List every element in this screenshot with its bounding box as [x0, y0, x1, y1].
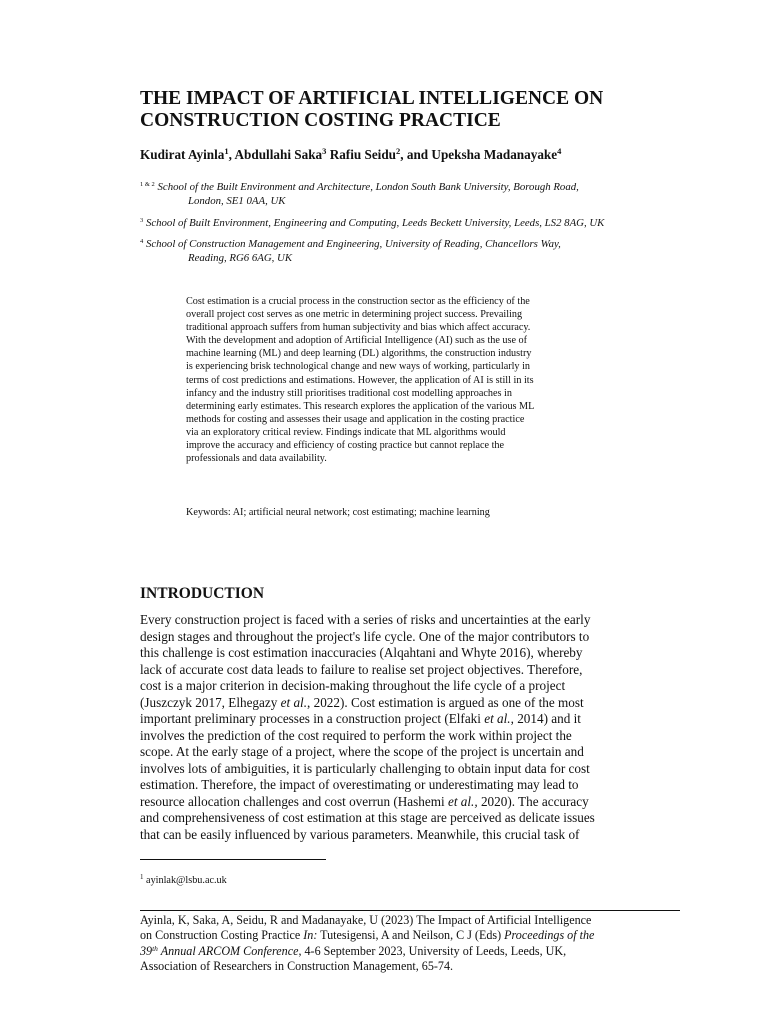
affiliation-1-text: School of the Built Environment and Architecture, London South Bank University, Borough Road, [154, 181, 579, 193]
citation-proceedings: Proceedings of the [504, 928, 595, 943]
title-line-2: CONSTRUCTION COSTING PRACTICE [140, 110, 501, 131]
citation-text-run: , 4-6 September 2023, University of Leeds, Leeds, UK, [298, 943, 567, 958]
footnote [140, 874, 227, 887]
title-line-1: THE IMPACT OF ARTIFICIAL INTELLIGENCE ON [140, 88, 604, 109]
citation-line [140, 944, 685, 959]
abstract-line: traditional approach suffers from human subjectivity and bias which affect accuracy. [186, 322, 531, 334]
body-line [140, 711, 680, 728]
body-text-run: 2020). The accuracy [477, 793, 589, 809]
citation-text-run: on Construction Costing Practice [140, 928, 304, 943]
citation-line: Ayinla, K, Saka, A, Seidu, R and Madanayake, U (2023) The Impact of Artificial Intelligence [140, 913, 592, 927]
abstract-line: professionals and data availability. [186, 453, 327, 465]
abstract-line: overall project cost serves as one metric in determining project success. Prevailing [186, 309, 523, 321]
citation-divider [140, 910, 680, 911]
introduction-body [140, 612, 680, 843]
abstract-line: determining early estimates. This research explores the application of the various ML [186, 400, 535, 412]
footnote-divider [140, 859, 326, 860]
body-line: cost is a major criterion in decision-making throughout the life cycle of a project [140, 678, 566, 693]
author-4-affiliation-mark: 4 [557, 146, 562, 156]
abstract-line: methods for costing and assesses their usage and application in the costing practice [186, 413, 525, 425]
body-line: lack of accurate cost data leads to failure to realise set project objectives. Therefore, [140, 661, 583, 677]
author-2-affiliation-mark: 3 [322, 146, 327, 156]
author-separator: , [228, 147, 235, 162]
affiliation-3-line-2: Reading, RG6 6AG, UK [188, 252, 293, 264]
affiliation-1 [140, 180, 710, 208]
affiliation-3-mark: 4 [140, 238, 144, 245]
citation-in: In: [303, 928, 318, 943]
affiliation-3 [140, 237, 710, 265]
author-1: Kudirat Ayinla [140, 147, 225, 162]
body-line [140, 695, 680, 712]
affiliation-1-mark: 1 & 2 [140, 181, 155, 188]
abstract-line: infancy and the industry still prioritises traditional cost modelling approaches in [186, 387, 512, 399]
abstract-line: via an exploratory critical review. Findings indicate that ML algorithms would [186, 426, 506, 438]
citation-ordinal-text: th [152, 943, 158, 953]
abstract-line: machine learning (ML) and deep learning (DL) algorithms, the construction industry [186, 348, 532, 360]
citation-block [140, 913, 685, 974]
body-line: estimation. Therefore, the impact of overestimating or underestimating may lead to [140, 777, 579, 792]
citation-text-run: Tutesigensi, A and Neilson, C J (Eds) [317, 928, 505, 943]
affiliation-1-line-1 [140, 180, 710, 194]
body-line: Every construction project is faced with a series of risks and uncertainties at the early [140, 612, 591, 627]
abstract-line: is experiencing brisk technological change and new ways of working, particularly in [186, 361, 531, 373]
body-line: that can be easily influenced by various parameters. Meanwhile, this crucial task of [140, 826, 580, 842]
et-al: et al. [280, 694, 307, 710]
affiliation-2 [140, 216, 710, 230]
affiliation-2-line-1 [140, 216, 710, 230]
author-3-affiliation-mark: 2 [396, 146, 401, 156]
abstract-line: improve the accuracy and efficiency of costing practice but cannot replace the [186, 440, 505, 452]
citation-conference: Annual ARCOM Conference [157, 943, 299, 958]
et-al: et al. [484, 711, 511, 726]
abstract [186, 295, 646, 465]
affiliation-2-text: School of Built Environment, Engineering and Computing, Leeds Beckett University, Leeds, LS2 8AG, UK [143, 217, 605, 229]
section-heading-introduction: INTRODUCTION [140, 585, 265, 602]
body-line [140, 794, 680, 811]
body-text-run: important preliminary processes in a construction project (Elfaki [140, 711, 485, 726]
abstract-line: terms of cost predictions and estimations. However, the application of AI is still in its [186, 374, 534, 386]
paper-title [140, 88, 700, 132]
body-line: and comprehensiveness of cost estimation at this stage are perceived as delicate issues [140, 810, 595, 825]
author-4: Upeksha Madanayake [431, 147, 558, 162]
body-text-run: , 2022). Cost estimation is argued as one of the most [307, 694, 584, 710]
affiliation-3-text: School of Construction Management and Engineering, University of Reading, Chancellors Way, [143, 238, 561, 250]
citation-conference-number: 39 [140, 943, 153, 958]
body-text-run: , 2014) and it [510, 711, 581, 726]
keywords: Keywords: AI; artificial neural network; cost estimating; machine learning [186, 507, 490, 518]
citation-line [140, 928, 685, 943]
et-al: et al., [447, 793, 478, 809]
body-line: this challenge is cost estimation inaccuracies (Alqahtani and Whyte 2016), whereby [140, 645, 583, 660]
affiliation-3-line-1 [140, 237, 710, 251]
citation-line: Association of Researchers in Construction Management, 65-74. [140, 958, 454, 973]
footnote-mark: 1 [140, 873, 144, 881]
author-1-affiliation-mark: 1 [224, 146, 229, 156]
author-3: Rafiu Seidu [329, 147, 397, 162]
body-line: involves lots of ambiguities, it is particularly challenging to obtain input data for cost [140, 760, 590, 776]
body-text-run: resource allocation challenges and cost overrun (Hashemi [140, 793, 448, 809]
abstract-line: Cost estimation is a crucial process in the construction sector as the efficiency of the [186, 296, 530, 307]
body-line: design stages and throughout the project's life cycle. One of the major contributors to [140, 628, 590, 644]
footnote-email: ayinlak@lsbu.ac.uk [143, 875, 227, 886]
affiliation-1-line-2: London, SE1 0AA, UK [188, 195, 286, 207]
body-line: scope. At the early stage of a project, where the scope of the project is uncertain and [140, 744, 584, 759]
body-line: involves the prediction of the cost required to perform the work within project the [140, 727, 572, 743]
author-separator: , and [400, 147, 432, 162]
author-2: Abdullahi Saka [234, 147, 323, 162]
affiliation-2-mark: 3 [140, 217, 144, 224]
author-list [140, 147, 700, 163]
abstract-line: With the development and adoption of Artificial Intelligence (AI) such as the use of [186, 335, 528, 347]
body-text-run: (Juszczyk 2017, Elhegazy [140, 694, 281, 710]
